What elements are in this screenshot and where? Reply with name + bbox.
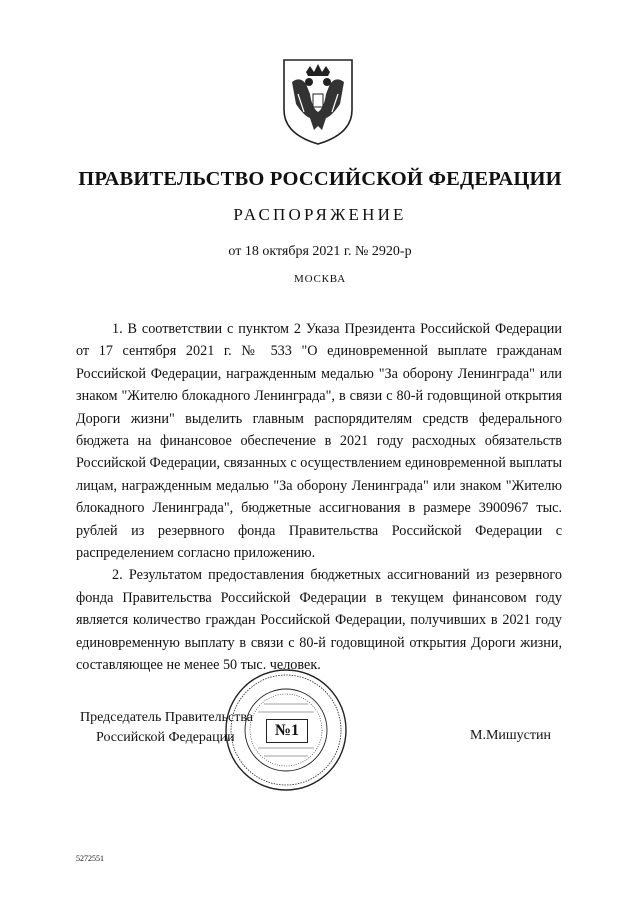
paragraph-1: 1. В соответствии с пунктом 2 Указа Президента Российской Федерации от 17 сентября 2021 г. № 533 "О единовременной выплате гражданам Российской Федерации, награжденным медалью "За оборону Ленинграда" или знаком "Жителю блокадного Ленинграда", в связи с 80-й годовщиной открытия Дороги жизни" выделить главным распорядителям средств федерального бюджета на финансовое обеспечение в 2021 году расходных обязательств Российской Федерации, связанных с осуществлением единовременной выплаты лицам, награжденным медалью "За оборону Ленинграда" или знаком "Жителю блокадного Ленинграда", бюджетные ассигнования в размере 3900967 тыс. рублей из резервного фонда Правительства Российской Федерации с распределением согласно приложению. bbox=[76, 321, 562, 562]
document-type: РАСПОРЯЖЕНИЕ bbox=[233, 205, 407, 224]
signatory-position bbox=[80, 708, 253, 748]
document-body bbox=[76, 318, 562, 677]
government-title: ПРАВИТЕЛЬСТВО РОССИЙСКОЙ ФЕДЕРАЦИИ bbox=[78, 168, 562, 190]
seal-number: №1 bbox=[266, 719, 308, 743]
signatory-position-line-1: Председатель Правительства bbox=[80, 710, 253, 725]
document-date-number: от 18 октября 2021 г. № 2920-р bbox=[228, 244, 412, 259]
signatory-name: М.Мишустин bbox=[470, 728, 551, 743]
coat-of-arms-icon bbox=[276, 54, 360, 146]
signatory-position-line-2: Российской Федерации bbox=[96, 730, 235, 745]
paragraph-2: 2. Результатом предоставления бюджетных ассигнований из резервного фонда Правительства Российской Федерации в текущем финансовом году является количество граждан Российской Федерации, получивших в 2021 году единовременную выплату в связи с 80-й годовщиной открытия Дороги жизни, составляющее не менее 50 тыс. человек. bbox=[76, 567, 562, 674]
document-code: 5272551 bbox=[76, 854, 104, 863]
document-city: МОСКВА bbox=[294, 273, 346, 285]
